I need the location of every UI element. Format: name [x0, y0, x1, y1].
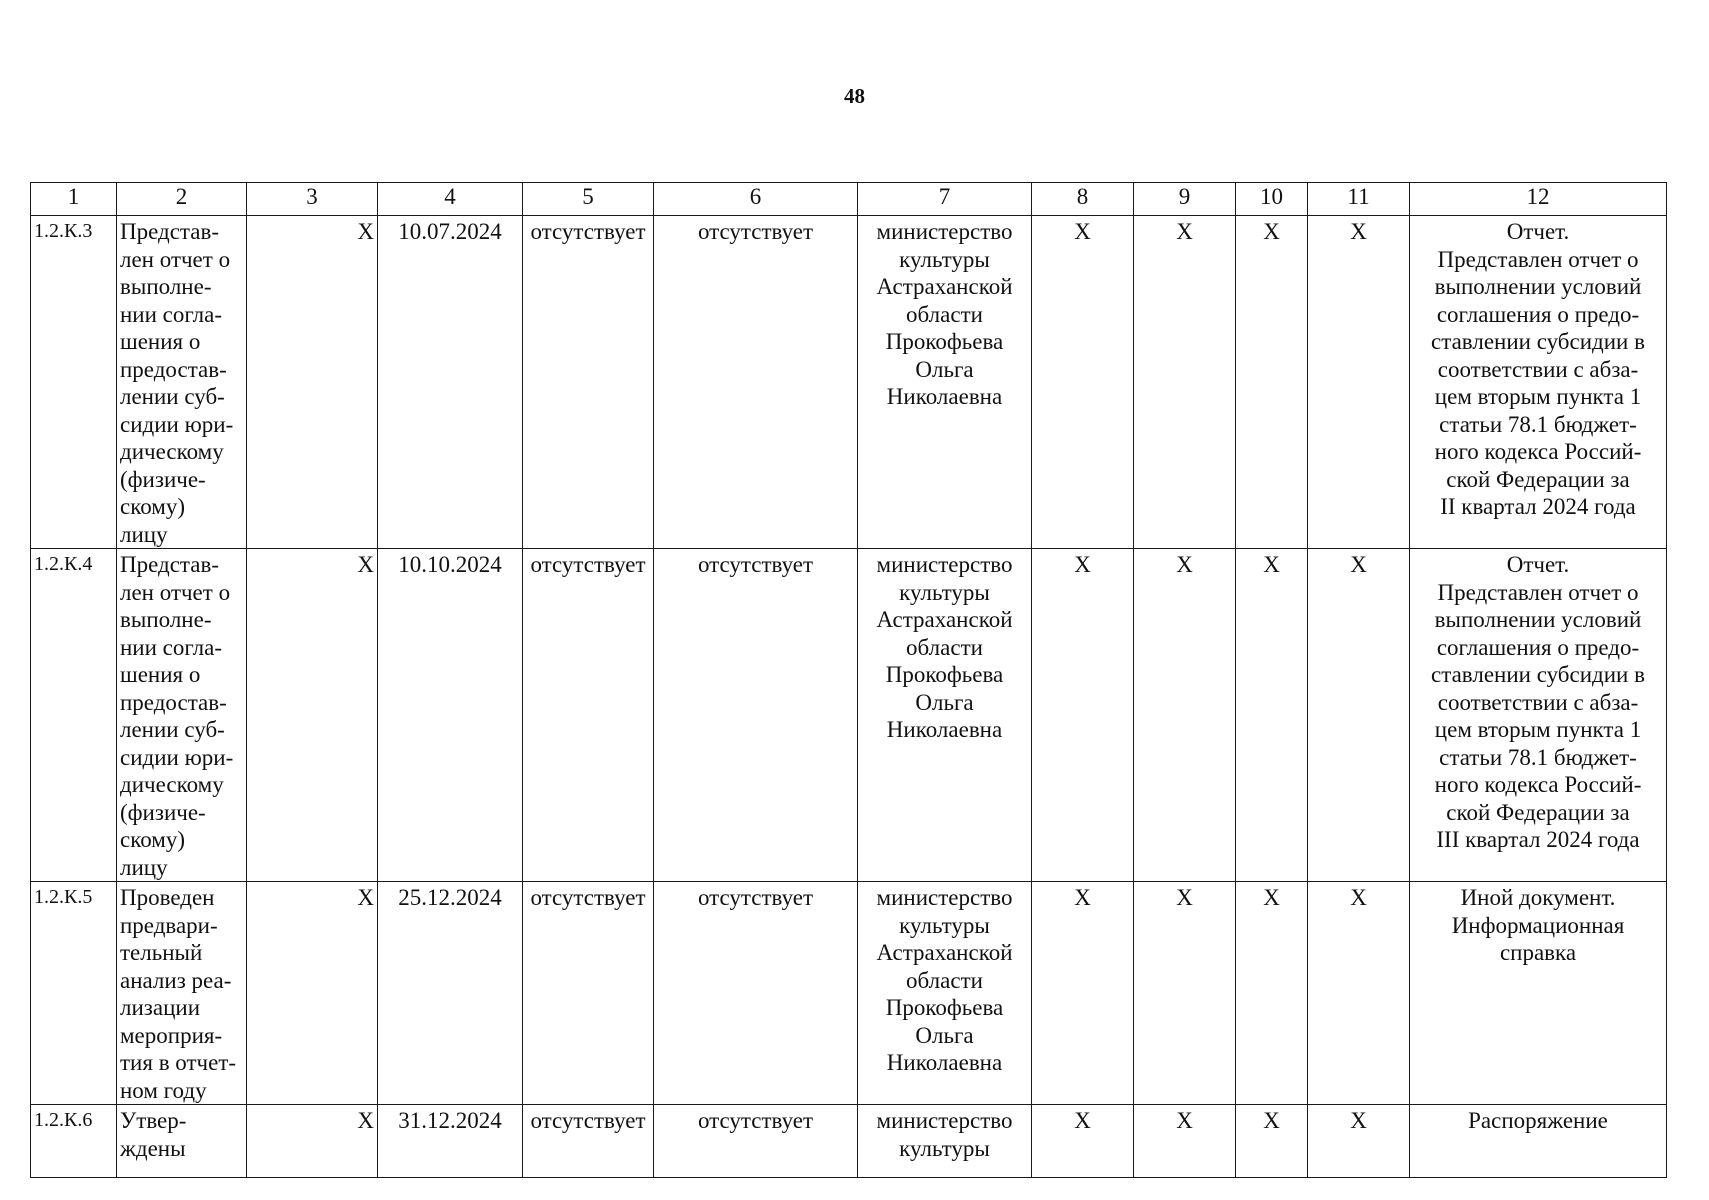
cell-value: отсутствует: [654, 1105, 858, 1178]
text-line: лении суб-: [120, 384, 225, 409]
text-line: мероприя-: [120, 1022, 223, 1048]
cell-value: отсутствует: [523, 882, 654, 1105]
text-line: министерство: [876, 1108, 1013, 1133]
cell-mark: X: [1134, 882, 1236, 1105]
text-line: Ольга: [915, 356, 974, 382]
cell-mark: X: [247, 216, 378, 549]
text-line: тельный: [120, 940, 203, 965]
cell-mark: X: [247, 882, 378, 1105]
text-line: Прокофьева: [885, 995, 1004, 1020]
cell-value: отсутствует: [654, 882, 858, 1105]
text-line: лении суб-: [120, 717, 225, 742]
table-row: [31, 216, 1667, 549]
text-line: предвари-: [120, 912, 218, 938]
cell-mark: X: [1032, 216, 1134, 549]
table-header-row: [31, 183, 1667, 216]
text-line: лицу: [120, 854, 168, 880]
text-line: тия в отчет-: [120, 1050, 237, 1075]
table-row: [31, 549, 1667, 882]
cell-document: [1410, 216, 1667, 549]
cell-mark: X: [1308, 216, 1410, 549]
text-line: соглашения о предо-: [1436, 634, 1640, 660]
text-line: выполне-: [120, 274, 212, 299]
column-header: 8: [1032, 183, 1134, 216]
column-header: 12: [1410, 183, 1667, 216]
text-line: II квартал 2024 года: [1440, 494, 1636, 519]
item-name: [117, 216, 247, 549]
cell-value: отсутствует: [523, 1105, 654, 1178]
text-line: Отчет.: [1506, 552, 1570, 577]
column-header: 6: [654, 183, 858, 216]
cell-date: 10.10.2024: [378, 549, 523, 882]
column-header: 9: [1134, 183, 1236, 216]
text-line: Прокофьева: [885, 329, 1004, 354]
text-line: дическому: [120, 772, 224, 797]
cell-mark: X: [1236, 549, 1308, 882]
text-line: области: [906, 967, 983, 993]
text-line: соответствии с абза-: [1437, 356, 1639, 382]
cell-mark: X: [1308, 1105, 1410, 1178]
cell-date: 10.07.2024: [378, 216, 523, 549]
cell-mark: X: [1032, 1105, 1134, 1178]
text-line: области: [906, 634, 983, 660]
text-line: предостав-: [120, 689, 227, 715]
text-line: ской Федерации за: [1446, 799, 1630, 825]
text-line: ном году: [120, 1077, 207, 1103]
cell-mark: X: [1134, 549, 1236, 882]
text-line: ждены: [120, 1135, 186, 1161]
text-line: Ольга: [915, 1022, 974, 1048]
text-line: цем вторым пункта 1: [1434, 384, 1642, 409]
cell-responsible: [858, 216, 1032, 549]
text-line: Астраханской: [876, 274, 1013, 299]
text-line: культуры: [899, 1135, 990, 1161]
text-line: шения о: [120, 329, 201, 354]
text-line: (физиче-: [120, 799, 206, 825]
text-line: выполнении условий: [1434, 274, 1642, 299]
text-line: Утвер-: [120, 1108, 187, 1133]
text-line: Астраханской: [876, 940, 1013, 965]
column-header: 4: [378, 183, 523, 216]
text-line: Астраханской: [876, 607, 1013, 632]
text-line: культуры: [899, 246, 990, 272]
text-line: III квартал 2024 года: [1436, 827, 1640, 852]
text-line: ставлении субсидии в: [1431, 329, 1645, 354]
text-line: Представлен отчет о: [1437, 579, 1639, 605]
item-name: [117, 1105, 247, 1178]
cell-responsible: [858, 549, 1032, 882]
item-name: [117, 549, 247, 882]
text-line: лизации: [120, 995, 201, 1020]
cell-mark: X: [247, 549, 378, 882]
cell-mark: X: [1236, 882, 1308, 1105]
cell-mark: X: [1308, 549, 1410, 882]
item-number: 1.2.К.6: [31, 1105, 117, 1178]
cell-document: [1410, 549, 1667, 882]
text-line: (физиче-: [120, 466, 206, 492]
text-line: скому): [120, 494, 185, 519]
table-row: [31, 882, 1667, 1105]
cell-value: отсутствует: [523, 549, 654, 882]
cell-mark: X: [1032, 882, 1134, 1105]
text-line: Иной документ.: [1460, 885, 1616, 910]
column-header: 11: [1308, 183, 1410, 216]
text-line: культуры: [899, 579, 990, 605]
text-line: предостав-: [120, 356, 227, 382]
text-line: Прокофьева: [885, 662, 1004, 687]
text-line: культуры: [899, 912, 990, 938]
column-header: 3: [247, 183, 378, 216]
text-line: Информационная: [1451, 912, 1625, 938]
text-line: лен отчет о: [120, 246, 231, 272]
text-line: скому): [120, 827, 185, 852]
text-line: Николаевна: [886, 1050, 1003, 1075]
column-header: 10: [1236, 183, 1308, 216]
cell-value: отсутствует: [523, 216, 654, 549]
cell-document: [1410, 1105, 1667, 1178]
text-line: Представ-: [120, 219, 219, 244]
table-row: [31, 1105, 1667, 1178]
text-line: ного кодекса Россий-: [1434, 772, 1642, 797]
cell-mark: X: [1134, 216, 1236, 549]
item-number: 1.2.К.5: [31, 882, 117, 1105]
text-line: цем вторым пункта 1: [1434, 717, 1642, 742]
text-line: Распоряжение: [1468, 1108, 1608, 1133]
column-header: 1: [31, 183, 117, 216]
column-header: 2: [117, 183, 247, 216]
item-name: [117, 882, 247, 1105]
text-line: Отчет.: [1506, 219, 1570, 244]
text-line: статьи 78.1 бюджет-: [1439, 411, 1637, 437]
text-line: Проведен: [120, 885, 215, 910]
column-header: 5: [523, 183, 654, 216]
cell-mark: X: [1134, 1105, 1236, 1178]
text-line: министерство: [876, 219, 1013, 244]
item-number: 1.2.К.4: [31, 549, 117, 882]
text-line: лен отчет о: [120, 579, 231, 605]
text-line: области: [906, 301, 983, 327]
column-header: 7: [858, 183, 1032, 216]
text-line: Николаевна: [886, 717, 1003, 742]
text-line: Ольга: [915, 689, 974, 715]
text-line: шения о: [120, 662, 201, 687]
cell-date: 31.12.2024: [378, 1105, 523, 1178]
text-line: выполнении условий: [1434, 607, 1642, 632]
page-number: 48: [844, 84, 865, 108]
text-line: соответствии с абза-: [1437, 689, 1639, 715]
text-line: справка: [1499, 940, 1577, 965]
text-line: выполне-: [120, 607, 212, 632]
cell-mark: X: [1308, 882, 1410, 1105]
cell-mark: X: [1236, 216, 1308, 549]
text-line: анализ реа-: [120, 967, 232, 993]
text-line: Николаевна: [886, 384, 1003, 409]
cell-mark: X: [1032, 549, 1134, 882]
text-line: дическому: [120, 439, 224, 464]
cell-value: отсутствует: [654, 549, 858, 882]
text-line: соглашения о предо-: [1436, 301, 1640, 327]
cell-document: [1410, 882, 1667, 1105]
text-line: статьи 78.1 бюджет-: [1439, 744, 1637, 770]
cell-mark: X: [247, 1105, 378, 1178]
text-line: лицу: [120, 521, 168, 547]
text-line: министерство: [876, 885, 1013, 910]
text-line: нии согла-: [120, 634, 222, 660]
text-line: Представлен отчет о: [1437, 246, 1639, 272]
text-line: ставлении субсидии в: [1431, 662, 1645, 687]
cell-responsible: [858, 1105, 1032, 1178]
schedule-table: [30, 182, 1667, 1178]
text-line: Представ-: [120, 552, 219, 577]
item-number: 1.2.К.3: [31, 216, 117, 549]
cell-mark: X: [1236, 1105, 1308, 1178]
text-line: министерство: [876, 552, 1013, 577]
text-line: ской Федерации за: [1446, 466, 1630, 492]
cell-value: отсутствует: [654, 216, 858, 549]
text-line: ного кодекса Россий-: [1434, 439, 1642, 464]
cell-date: 25.12.2024: [378, 882, 523, 1105]
cell-responsible: [858, 882, 1032, 1105]
text-line: сидии юри-: [120, 411, 234, 437]
text-line: нии согла-: [120, 301, 222, 327]
text-line: сидии юри-: [120, 744, 234, 770]
